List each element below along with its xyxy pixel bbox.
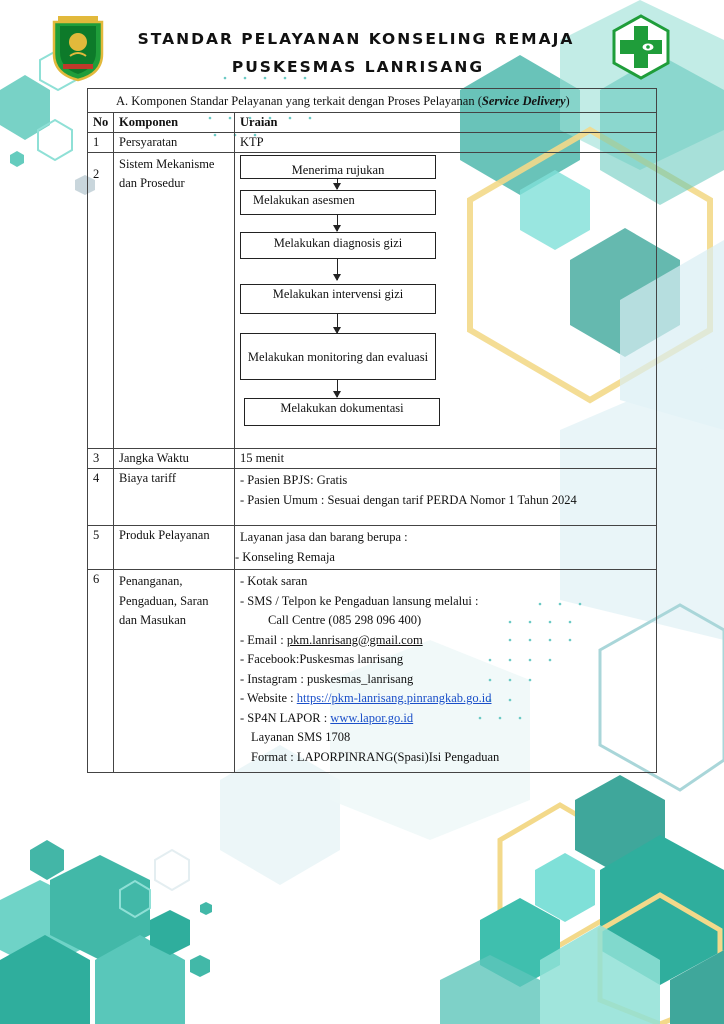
row-komponen: Produk Pelayanan (114, 526, 235, 570)
table-row (88, 133, 657, 153)
document-title: STANDAR PELAYANAN KONSELING REMAJA (137, 30, 575, 48)
list-item: Layanan SMS 1708 (251, 730, 351, 744)
table-row (88, 449, 657, 469)
list-item: - Pasien BPJS: Gratis (240, 473, 348, 487)
document-subtitle: PUSKESMAS LANRISANG (231, 58, 485, 76)
row-komponen: Sistem Mekanisme dan Prosedur (114, 153, 235, 449)
row-uraian (235, 526, 657, 570)
list-item: - SMS / Telpon ke Pengaduan lansung melalui : (240, 593, 479, 608)
complaint-channels-list (240, 572, 651, 767)
list-item: - Instagram : puskesmas_lanrisang (240, 671, 414, 686)
row-no: 3 (88, 449, 114, 469)
service-standard-table (87, 88, 657, 773)
row-no: 4 (88, 469, 114, 526)
row-komponen: Jangka Waktu (114, 449, 235, 469)
header-komponen: Komponen (114, 113, 235, 133)
table-row (88, 570, 657, 773)
flow-arrow (337, 314, 338, 333)
flow-step-4: Melakukan intervensi gizi (240, 284, 436, 314)
row-uraian: 15 menit (235, 449, 657, 469)
flow-arrow (337, 380, 338, 397)
table-row (88, 526, 657, 570)
list-item: - Kotak saran (240, 574, 308, 588)
row-no: 1 (88, 133, 114, 153)
section-title: A. Komponen Standar Pelayanan yang terkait dengan Proses Pelayanan (Service Delivery) (88, 89, 657, 113)
row-uraian (235, 469, 657, 526)
row-komponen: Biaya tariff (114, 469, 235, 526)
lapor-link[interactable]: www.lapor.go.id (330, 710, 414, 725)
list-item: - Pasien Umum : Sesuai dengan tarif PERDA Nomor 1 Tahun 2024 (240, 492, 577, 507)
header-no: No (88, 113, 114, 133)
procedure-flowchart (235, 153, 657, 449)
flow-step-3: Melakukan diagnosis gizi (240, 232, 436, 259)
flow-step-1: Menerima rujukan (240, 155, 436, 179)
row-no: 2 (88, 153, 114, 449)
flow-step-6: Melakukan dokumentasi (244, 398, 440, 426)
list-item: - Facebook:Puskesmas lanrisang (240, 652, 404, 666)
list-item: Format : LAPORPINRANG(Spasi)Isi Pengaduan (251, 749, 500, 764)
row-uraian (235, 570, 657, 773)
section-title-italic: Service Delivery (481, 94, 566, 108)
section-header-row (88, 89, 657, 113)
table-row (88, 469, 657, 526)
header-uraian: Uraian (235, 113, 657, 133)
list-item: - SP4N LAPOR : www.lapor.go.id (240, 710, 414, 725)
call-centre: Call Centre (085 298 096 400) (268, 613, 422, 627)
list-item: - Konseling Remaja (235, 549, 335, 564)
product-list (235, 528, 651, 567)
table-row (88, 153, 657, 449)
tariff-list (240, 471, 651, 510)
list-item: - Email : pkm.lanrisang@gmail.com (240, 632, 423, 647)
row-no: 6 (88, 570, 114, 773)
list-item: Layanan jasa dan barang berupa : (240, 530, 408, 544)
flow-arrow (337, 259, 338, 280)
row-uraian: KTP (235, 133, 657, 153)
website-link[interactable]: https://pkm-lanrisang.pinrangkab.go.id (296, 691, 492, 705)
list-item: - Website : https://pkm-lanrisang.pinrangkab.go.id (240, 691, 492, 705)
row-no: 5 (88, 526, 114, 570)
row-komponen: Persyaratan (114, 133, 235, 153)
table-header-row (88, 113, 657, 133)
flow-step-5: Melakukan monitoring dan evaluasi (240, 333, 436, 380)
row-komponen: Penanganan, Pengaduan, Saran dan Masukan (114, 570, 235, 773)
flow-arrow (337, 179, 338, 189)
email-link[interactable]: pkm.lanrisang@gmail.com (286, 632, 423, 647)
flow-arrow (337, 215, 338, 231)
flow-step-2: Melakukan asesmen (240, 190, 436, 215)
